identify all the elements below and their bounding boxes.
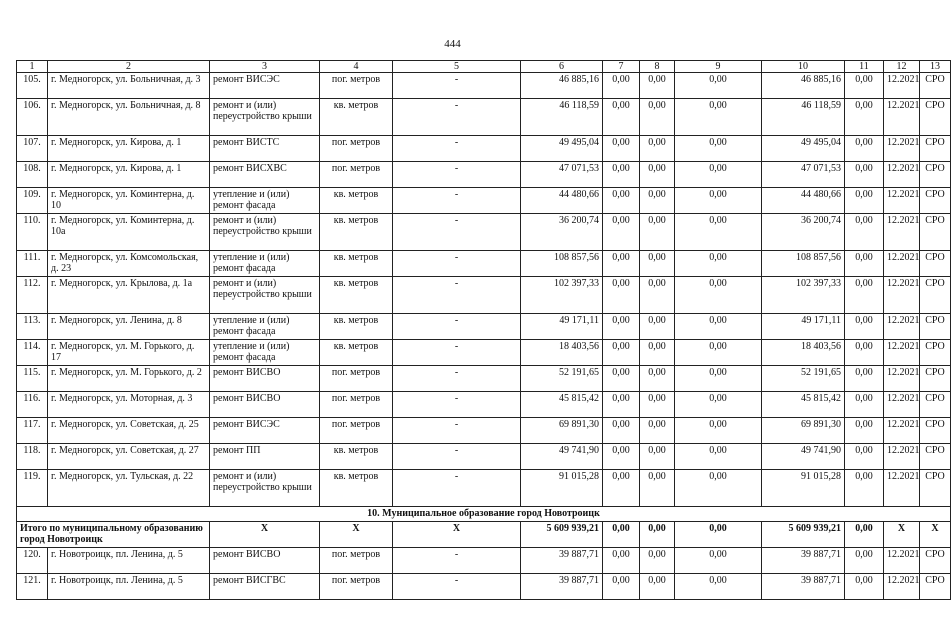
row-number-cell: 120.	[17, 548, 48, 574]
value-cell: 0,00	[603, 366, 640, 392]
section-heading-row	[17, 507, 951, 522]
cost-cell: 46 118,59	[762, 99, 845, 136]
value-cell: 0,00	[640, 99, 675, 136]
work-type-cell: ремонт и (или) переустройство крыши	[210, 214, 320, 251]
cost-cell: 47 071,53	[521, 162, 603, 188]
header-cell: 12	[884, 61, 920, 73]
cost-cell: 49 171,11	[762, 314, 845, 340]
value-cell: 0,00	[640, 574, 675, 600]
cost-cell: 45 815,42	[521, 392, 603, 418]
value-cell: 0,00	[640, 340, 675, 366]
source-cell: СРО	[920, 162, 951, 188]
value-cell: 0,00	[675, 277, 762, 314]
value-cell: 0,00	[603, 277, 640, 314]
cost-cell: 44 480,66	[521, 188, 603, 214]
work-type-cell: утепление и (или) ремонт фасада	[210, 314, 320, 340]
cost-cell: 18 403,56	[521, 340, 603, 366]
value-cell: 0,00	[640, 277, 675, 314]
row-number-cell: 117.	[17, 418, 48, 444]
source-cell: СРО	[920, 340, 951, 366]
subtotal-cell: X	[320, 522, 393, 548]
table-row	[17, 162, 951, 188]
subtotal-cell: X	[884, 522, 920, 548]
value-cell: 0,00	[640, 251, 675, 277]
value-cell: 0,00	[845, 314, 884, 340]
value-cell: 0,00	[675, 214, 762, 251]
value-cell: -	[393, 251, 521, 277]
value-cell: 0,00	[845, 162, 884, 188]
date-cell: 12.2021	[884, 277, 920, 314]
source-cell: СРО	[920, 136, 951, 162]
address-cell: г. Новотроицк, пл. Ленина, д. 5	[48, 574, 210, 600]
address-cell: г. Медногорск, ул. Коминтерна, д. 10	[48, 188, 210, 214]
cost-cell: 44 480,66	[762, 188, 845, 214]
date-cell: 12.2021	[884, 73, 920, 99]
value-cell: 0,00	[845, 340, 884, 366]
source-cell: СРО	[920, 251, 951, 277]
value-cell: -	[393, 136, 521, 162]
work-type-cell: ремонт ВИСЭС	[210, 73, 320, 99]
header-cell: 3	[210, 61, 320, 73]
date-cell: 12.2021	[884, 251, 920, 277]
subtotal-label: Итого по муниципальному образованию город Новотроицк	[17, 522, 210, 548]
subtotal-cell: 0,00	[640, 522, 675, 548]
value-cell: 0,00	[845, 366, 884, 392]
source-cell: СРО	[920, 574, 951, 600]
column-number-row	[17, 61, 951, 73]
value-cell: -	[393, 162, 521, 188]
row-number-cell: 112.	[17, 277, 48, 314]
source-cell: СРО	[920, 73, 951, 99]
value-cell: 0,00	[675, 574, 762, 600]
source-cell: СРО	[920, 366, 951, 392]
value-cell: 0,00	[603, 214, 640, 251]
value-cell: 0,00	[675, 340, 762, 366]
address-cell: г. Медногорск, ул. М. Горького, д. 17	[48, 340, 210, 366]
unit-cell: кв. метров	[320, 99, 393, 136]
table-row	[17, 392, 951, 418]
work-type-cell: ремонт ВИСЭС	[210, 418, 320, 444]
address-cell: г. Новотроицк, пл. Ленина, д. 5	[48, 548, 210, 574]
table-row	[17, 340, 951, 366]
value-cell: -	[393, 366, 521, 392]
value-cell: -	[393, 340, 521, 366]
date-cell: 12.2021	[884, 214, 920, 251]
value-cell: 0,00	[603, 444, 640, 470]
work-type-cell: ремонт ВИСТС	[210, 136, 320, 162]
value-cell: 0,00	[845, 470, 884, 507]
cost-cell: 49 495,04	[521, 136, 603, 162]
value-cell: -	[393, 444, 521, 470]
unit-cell: кв. метров	[320, 188, 393, 214]
table-row	[17, 214, 951, 251]
address-cell: г. Медногорск, ул. Кирова, д. 1	[48, 136, 210, 162]
row-number-cell: 106.	[17, 99, 48, 136]
value-cell: 0,00	[603, 188, 640, 214]
date-cell: 12.2021	[884, 548, 920, 574]
value-cell: 0,00	[675, 314, 762, 340]
value-cell: 0,00	[603, 136, 640, 162]
header-cell: 9	[675, 61, 762, 73]
row-number-cell: 114.	[17, 340, 48, 366]
row-number-cell: 111.	[17, 251, 48, 277]
table-row	[17, 444, 951, 470]
table-row	[17, 470, 951, 507]
header-cell: 5	[393, 61, 521, 73]
value-cell: 0,00	[603, 162, 640, 188]
row-number-cell: 107.	[17, 136, 48, 162]
cost-cell: 39 887,71	[521, 574, 603, 600]
unit-cell: пог. метров	[320, 392, 393, 418]
value-cell: 0,00	[640, 366, 675, 392]
date-cell: 12.2021	[884, 136, 920, 162]
value-cell: 0,00	[603, 251, 640, 277]
row-number-cell: 109.	[17, 188, 48, 214]
unit-cell: пог. метров	[320, 418, 393, 444]
row-number-cell: 121.	[17, 574, 48, 600]
value-cell: 0,00	[640, 392, 675, 418]
address-cell: г. Медногорск, ул. Моторная, д. 3	[48, 392, 210, 418]
date-cell: 12.2021	[884, 418, 920, 444]
value-cell: 0,00	[640, 548, 675, 574]
cost-cell: 36 200,74	[521, 214, 603, 251]
value-cell: 0,00	[675, 470, 762, 507]
row-number-cell: 118.	[17, 444, 48, 470]
section-title: 10. Муниципальное образование город Новотроицк	[17, 507, 951, 522]
cost-cell: 39 887,71	[762, 548, 845, 574]
value-cell: -	[393, 314, 521, 340]
table-row	[17, 277, 951, 314]
work-type-cell: ремонт ВИСВО	[210, 366, 320, 392]
header-cell: 2	[48, 61, 210, 73]
row-number-cell: 119.	[17, 470, 48, 507]
work-type-cell: ремонт ВИСХВС	[210, 162, 320, 188]
unit-cell: пог. метров	[320, 574, 393, 600]
subtotal-cost: 5 609 939,21	[521, 522, 603, 548]
cost-cell: 52 191,65	[521, 366, 603, 392]
value-cell: 0,00	[845, 574, 884, 600]
value-cell: 0,00	[603, 418, 640, 444]
value-cell: 0,00	[675, 162, 762, 188]
address-cell: г. Медногорск, ул. Крылова, д. 1а	[48, 277, 210, 314]
value-cell: 0,00	[603, 470, 640, 507]
date-cell: 12.2021	[884, 162, 920, 188]
table-row	[17, 251, 951, 277]
value-cell: 0,00	[675, 188, 762, 214]
unit-cell: пог. метров	[320, 366, 393, 392]
cost-cell: 49 171,11	[521, 314, 603, 340]
value-cell: -	[393, 99, 521, 136]
value-cell: 0,00	[675, 444, 762, 470]
address-cell: г. Медногорск, ул. Кирова, д. 1	[48, 162, 210, 188]
cost-cell: 39 887,71	[762, 574, 845, 600]
value-cell: 0,00	[675, 73, 762, 99]
value-cell: 0,00	[845, 73, 884, 99]
subtotal-cell: 0,00	[603, 522, 640, 548]
table-row	[17, 366, 951, 392]
work-type-cell: ремонт ПП	[210, 444, 320, 470]
work-type-cell: утепление и (или) ремонт фасада	[210, 340, 320, 366]
cost-cell: 36 200,74	[762, 214, 845, 251]
table-row	[17, 136, 951, 162]
header-cell: 11	[845, 61, 884, 73]
value-cell: 0,00	[675, 251, 762, 277]
cost-cell: 102 397,33	[762, 277, 845, 314]
value-cell: 0,00	[640, 470, 675, 507]
unit-cell: кв. метров	[320, 314, 393, 340]
source-cell: СРО	[920, 392, 951, 418]
value-cell: -	[393, 188, 521, 214]
value-cell: 0,00	[845, 277, 884, 314]
address-cell: г. Медногорск, ул. М. Горького, д. 2	[48, 366, 210, 392]
subtotal-cell: X	[210, 522, 320, 548]
cost-cell: 69 891,30	[762, 418, 845, 444]
value-cell: 0,00	[845, 392, 884, 418]
value-cell: -	[393, 392, 521, 418]
header-cell: 6	[521, 61, 603, 73]
value-cell: 0,00	[845, 99, 884, 136]
value-cell: 0,00	[640, 444, 675, 470]
cost-cell: 69 891,30	[521, 418, 603, 444]
cost-cell: 52 191,65	[762, 366, 845, 392]
cost-cell: 108 857,56	[762, 251, 845, 277]
value-cell: 0,00	[603, 574, 640, 600]
value-cell: 0,00	[675, 392, 762, 418]
address-cell: г. Медногорск, ул. Ленина, д. 8	[48, 314, 210, 340]
source-cell: СРО	[920, 444, 951, 470]
address-cell: г. Медногорск, ул. Больничная, д. 8	[48, 99, 210, 136]
table-row	[17, 418, 951, 444]
source-cell: СРО	[920, 418, 951, 444]
cost-cell: 18 403,56	[762, 340, 845, 366]
value-cell: 0,00	[675, 548, 762, 574]
row-number-cell: 116.	[17, 392, 48, 418]
value-cell: 0,00	[603, 314, 640, 340]
source-cell: СРО	[920, 470, 951, 507]
table-row	[17, 314, 951, 340]
address-cell: г. Медногорск, ул. Комсомольская, д. 23	[48, 251, 210, 277]
value-cell: 0,00	[845, 188, 884, 214]
value-cell: 0,00	[845, 548, 884, 574]
date-cell: 12.2021	[884, 366, 920, 392]
cost-cell: 39 887,71	[521, 548, 603, 574]
value-cell: -	[393, 470, 521, 507]
work-type-cell: ремонт ВИСГВС	[210, 574, 320, 600]
value-cell: 0,00	[845, 444, 884, 470]
row-number-cell: 105.	[17, 73, 48, 99]
cost-cell: 49 741,90	[762, 444, 845, 470]
address-cell: г. Медногорск, ул. Коминтерна, д. 10а	[48, 214, 210, 251]
unit-cell: пог. метров	[320, 548, 393, 574]
cost-cell: 102 397,33	[521, 277, 603, 314]
value-cell: 0,00	[603, 548, 640, 574]
page-number: 444	[444, 38, 461, 50]
table-row	[17, 99, 951, 136]
date-cell: 12.2021	[884, 392, 920, 418]
value-cell: -	[393, 277, 521, 314]
header-cell: 13	[920, 61, 951, 73]
value-cell: 0,00	[640, 73, 675, 99]
value-cell: 0,00	[845, 136, 884, 162]
cost-cell: 91 015,28	[762, 470, 845, 507]
cost-cell: 49 495,04	[762, 136, 845, 162]
cost-cell: 46 885,16	[762, 73, 845, 99]
work-type-cell: утепление и (или) ремонт фасада	[210, 251, 320, 277]
value-cell: -	[393, 73, 521, 99]
unit-cell: пог. метров	[320, 136, 393, 162]
header-cell: 4	[320, 61, 393, 73]
value-cell: 0,00	[640, 214, 675, 251]
header-cell: 7	[603, 61, 640, 73]
header-cell: 10	[762, 61, 845, 73]
value-cell: 0,00	[845, 418, 884, 444]
value-cell: -	[393, 574, 521, 600]
value-cell: 0,00	[640, 162, 675, 188]
subtotal-row	[17, 522, 951, 548]
table-row	[17, 73, 951, 99]
value-cell: 0,00	[675, 99, 762, 136]
row-number-cell: 110.	[17, 214, 48, 251]
value-cell: 0,00	[640, 136, 675, 162]
source-cell: СРО	[920, 99, 951, 136]
subtotal-cell: 0,00	[675, 522, 762, 548]
value-cell: 0,00	[675, 418, 762, 444]
address-cell: г. Медногорск, ул. Тульская, д. 22	[48, 470, 210, 507]
unit-cell: пог. метров	[320, 73, 393, 99]
value-cell: 0,00	[603, 392, 640, 418]
value-cell: 0,00	[603, 340, 640, 366]
subtotal-cell: 0,00	[845, 522, 884, 548]
unit-cell: кв. метров	[320, 277, 393, 314]
source-cell: СРО	[920, 548, 951, 574]
value-cell: -	[393, 214, 521, 251]
date-cell: 12.2021	[884, 314, 920, 340]
unit-cell: кв. метров	[320, 444, 393, 470]
work-type-cell: ремонт и (или) переустройство крыши	[210, 99, 320, 136]
row-number-cell: 115.	[17, 366, 48, 392]
unit-cell: кв. метров	[320, 470, 393, 507]
value-cell: 0,00	[845, 214, 884, 251]
subtotal-cell: X	[393, 522, 521, 548]
cost-cell: 45 815,42	[762, 392, 845, 418]
work-type-cell: ремонт ВИСВО	[210, 392, 320, 418]
date-cell: 12.2021	[884, 470, 920, 507]
subtotal-cell: X	[920, 522, 951, 548]
value-cell: 0,00	[845, 251, 884, 277]
subtotal-cost: 5 609 939,21	[762, 522, 845, 548]
value-cell: -	[393, 418, 521, 444]
value-cell: -	[393, 548, 521, 574]
cost-cell: 49 741,90	[521, 444, 603, 470]
work-type-cell: ремонт и (или) переустройство крыши	[210, 470, 320, 507]
address-cell: г. Медногорск, ул. Советская, д. 27	[48, 444, 210, 470]
repair-program-table	[16, 60, 951, 600]
date-cell: 12.2021	[884, 188, 920, 214]
table-row	[17, 188, 951, 214]
source-cell: СРО	[920, 314, 951, 340]
value-cell: 0,00	[675, 366, 762, 392]
table-row	[17, 574, 951, 600]
cost-cell: 91 015,28	[521, 470, 603, 507]
unit-cell: пог. метров	[320, 162, 393, 188]
unit-cell: кв. метров	[320, 251, 393, 277]
work-type-cell: утепление и (или) ремонт фасада	[210, 188, 320, 214]
header-cell: 8	[640, 61, 675, 73]
work-type-cell: ремонт и (или) переустройство крыши	[210, 277, 320, 314]
row-number-cell: 113.	[17, 314, 48, 340]
value-cell: 0,00	[640, 188, 675, 214]
value-cell: 0,00	[640, 418, 675, 444]
address-cell: г. Медногорск, ул. Больничная, д. 3	[48, 73, 210, 99]
date-cell: 12.2021	[884, 444, 920, 470]
unit-cell: кв. метров	[320, 214, 393, 251]
date-cell: 12.2021	[884, 574, 920, 600]
cost-cell: 47 071,53	[762, 162, 845, 188]
source-cell: СРО	[920, 214, 951, 251]
header-cell: 1	[17, 61, 48, 73]
table-row	[17, 548, 951, 574]
address-cell: г. Медногорск, ул. Советская, д. 25	[48, 418, 210, 444]
date-cell: 12.2021	[884, 99, 920, 136]
cost-cell: 108 857,56	[521, 251, 603, 277]
value-cell: 0,00	[603, 99, 640, 136]
value-cell: 0,00	[675, 136, 762, 162]
work-type-cell: ремонт ВИСВО	[210, 548, 320, 574]
unit-cell: кв. метров	[320, 340, 393, 366]
cost-cell: 46 118,59	[521, 99, 603, 136]
source-cell: СРО	[920, 277, 951, 314]
value-cell: 0,00	[640, 314, 675, 340]
value-cell: 0,00	[603, 73, 640, 99]
source-cell: СРО	[920, 188, 951, 214]
row-number-cell: 108.	[17, 162, 48, 188]
cost-cell: 46 885,16	[521, 73, 603, 99]
date-cell: 12.2021	[884, 340, 920, 366]
